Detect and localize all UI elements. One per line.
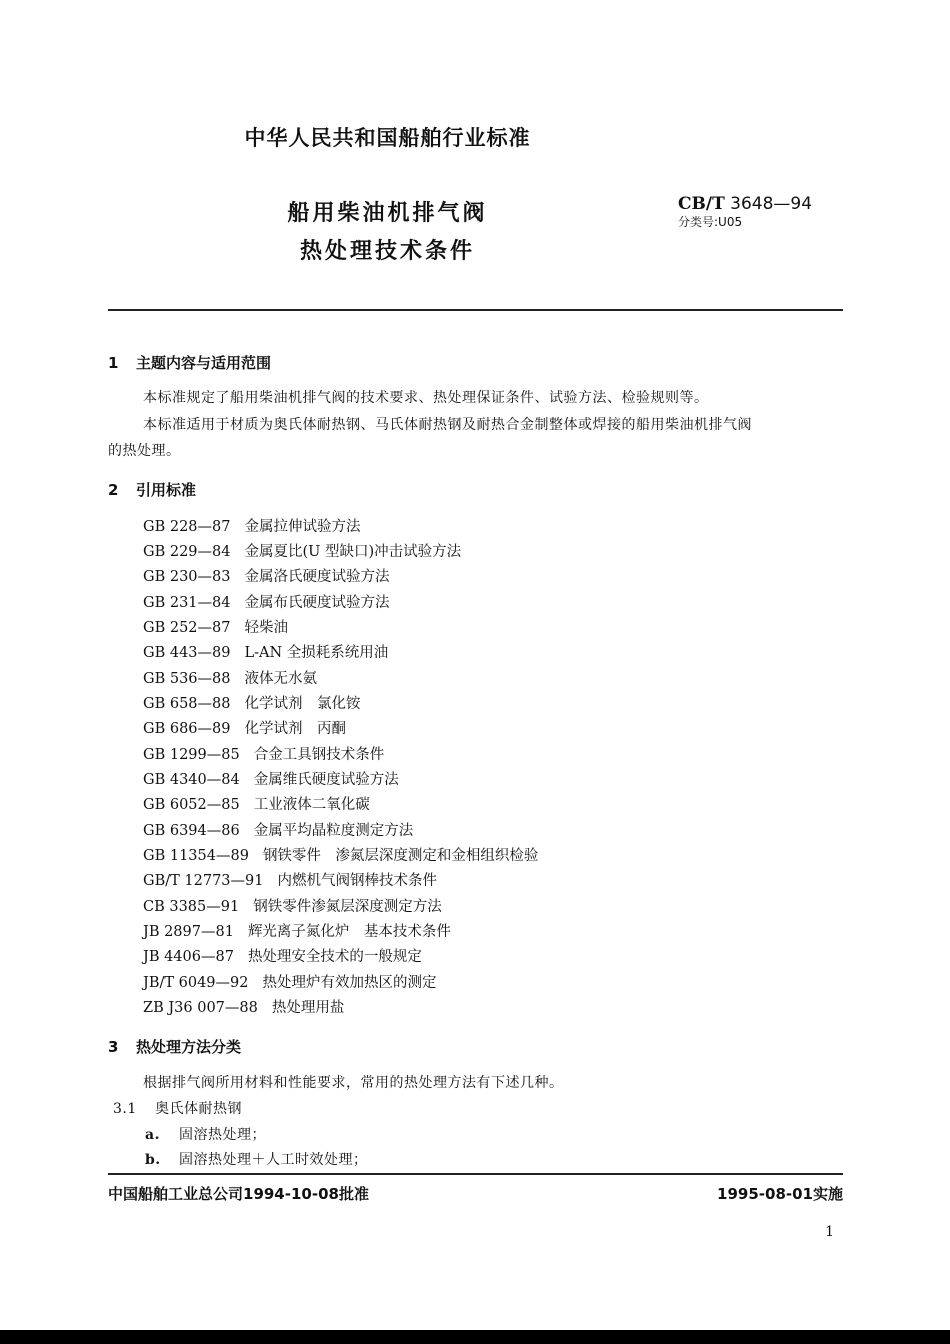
section-1-heading <box>108 352 271 373</box>
section-3-number: 3 <box>108 1038 119 1056</box>
approval-line: 中国船舶工业总公司1994-10-08批准 <box>108 1185 369 1203</box>
reference-code: GB 536—88 <box>143 671 231 687</box>
reference-title: 金属布氏硬度试验方法 <box>244 595 390 611</box>
reference-code: GB 230—83 <box>143 569 231 585</box>
reference-item <box>143 717 346 738</box>
reference-item <box>143 793 370 814</box>
reference-code: GB 11354—89 <box>143 848 249 864</box>
reference-title: 金属平均晶粒度测定方法 <box>253 823 414 839</box>
list-text: 固溶热处理＋人工时效处理； <box>179 1152 368 1168</box>
reference-title: 工业液体二氧化碳 <box>253 797 370 813</box>
reference-code: ZB J36 007—88 <box>143 1000 258 1016</box>
standard-code <box>678 194 812 214</box>
reference-title: 内燃机气阀钢棒技术条件 <box>277 873 437 889</box>
reference-item <box>143 869 437 890</box>
reference-code: GB 686—89 <box>143 721 231 737</box>
section-1-para2-line1: 本标准适用于材质为奥氏体耐热钢、马氏体耐热钢及耐热合金制整体或焊接的船用柴油机排气阀 <box>143 417 752 433</box>
reference-item <box>143 667 317 688</box>
section-1-number: 1 <box>108 354 119 372</box>
section-1-para1: 本标准规定了船用柴油机排气阀的技术要求、热处理保证条件、试验方法、检验规则等。 <box>143 390 709 406</box>
section-1-title: 主题内容与适用范围 <box>136 354 272 372</box>
section-1-para2-line2: 的热处理。 <box>108 443 181 459</box>
subsection-title: 奥氏体耐热钢 <box>155 1101 242 1117</box>
subsection-number: 3.1 <box>113 1101 137 1117</box>
reference-title: 液体无水氨 <box>244 671 317 687</box>
reference-code: GB 228—87 <box>143 519 231 535</box>
reference-item <box>143 515 360 536</box>
reference-title: 辉光离子氮化炉 基本技术条件 <box>247 924 451 940</box>
reference-item <box>143 692 360 713</box>
standard-code-number: 3648—94 <box>730 194 813 214</box>
reference-item <box>143 844 538 865</box>
reference-item <box>143 591 389 612</box>
section-3-intro: 根据排气阀所用材料和性能要求，常用的热处理方法有下述几种。 <box>143 1075 564 1091</box>
reference-code: GB 4340—84 <box>143 772 240 788</box>
reference-title: 金属拉伸试验方法 <box>244 519 361 535</box>
reference-code: GB 443—89 <box>143 645 231 661</box>
reference-title: 化学试剂 氯化铵 <box>244 696 361 712</box>
reference-item <box>143 920 451 941</box>
org-title: 中华人民共和国船舶行业标准 <box>244 126 531 150</box>
section-2-number: 2 <box>108 481 119 499</box>
reference-item <box>143 616 288 637</box>
standard-code-prefix: CB/T <box>678 194 725 214</box>
reference-title: 化学试剂 丙酮 <box>244 721 346 737</box>
footer-divider <box>108 1173 843 1175</box>
section-3-title: 热处理方法分类 <box>136 1038 242 1056</box>
reference-title: 热处理用盐 <box>271 1000 345 1016</box>
section-2-heading <box>108 479 196 500</box>
reference-title: L-AN 全损耗系统用油 <box>244 645 389 661</box>
list-marker: a. <box>145 1127 160 1143</box>
implementation-date: 1995-08-01实施 <box>717 1185 843 1203</box>
header-divider <box>108 309 843 311</box>
section-2-title: 引用标准 <box>136 481 197 499</box>
reference-item <box>143 565 389 586</box>
reference-title: 钢铁零件 渗氮层深度测定和金相组织检验 <box>262 848 539 864</box>
section-3-heading <box>108 1036 241 1057</box>
reference-title: 金属维氏硬度试验方法 <box>253 772 399 788</box>
reference-title: 钢铁零件渗氮层深度测定方法 <box>253 899 442 915</box>
subsection-3-1 <box>113 1098 242 1118</box>
reference-title: 热处理炉有效加热区的测定 <box>262 975 437 991</box>
reference-code: CB 3385—91 <box>143 899 240 915</box>
reference-code: GB 231—84 <box>143 595 231 611</box>
reference-code: GB 658—88 <box>143 696 231 712</box>
reference-title: 合金工具钢技术条件 <box>253 747 385 763</box>
reference-code: GB 6394—86 <box>143 823 240 839</box>
reference-item <box>143 996 344 1017</box>
list-marker: b. <box>145 1152 161 1168</box>
reference-code: GB 6052—85 <box>143 797 240 813</box>
document-title-line2: 热处理技术条件 <box>299 239 475 264</box>
reference-title: 金属夏比(U 型缺口)冲击试验方法 <box>244 544 462 560</box>
reference-title: 轻柴油 <box>244 620 288 636</box>
reference-item <box>143 819 413 840</box>
reference-item <box>143 540 461 561</box>
list-text: 固溶热处理； <box>179 1127 266 1143</box>
page-number: 1 <box>825 1224 834 1240</box>
reference-title: 热处理安全技术的一般规定 <box>247 949 422 965</box>
list-item <box>145 1124 266 1144</box>
scan-edge <box>0 1330 950 1344</box>
reference-item <box>143 971 437 992</box>
reference-code: JB 2897—81 <box>143 924 234 940</box>
document-title-line1: 船用柴油机排气阀 <box>287 201 488 226</box>
reference-item <box>143 895 442 916</box>
reference-item <box>143 641 388 662</box>
reference-title: 金属洛氏硬度试验方法 <box>244 569 390 585</box>
reference-code: GB 229—84 <box>143 544 231 560</box>
reference-item <box>143 945 422 966</box>
classification-number: 分类号:U05 <box>678 215 743 229</box>
reference-item <box>143 743 384 764</box>
reference-item <box>143 768 399 789</box>
reference-code: GB 252—87 <box>143 620 231 636</box>
list-item <box>145 1149 368 1169</box>
reference-code: JB 4406—87 <box>143 949 234 965</box>
reference-code: JB/T 6049—92 <box>143 975 249 991</box>
reference-code: GB 1299—85 <box>143 747 240 763</box>
reference-code: GB/T 12773—91 <box>143 873 264 889</box>
